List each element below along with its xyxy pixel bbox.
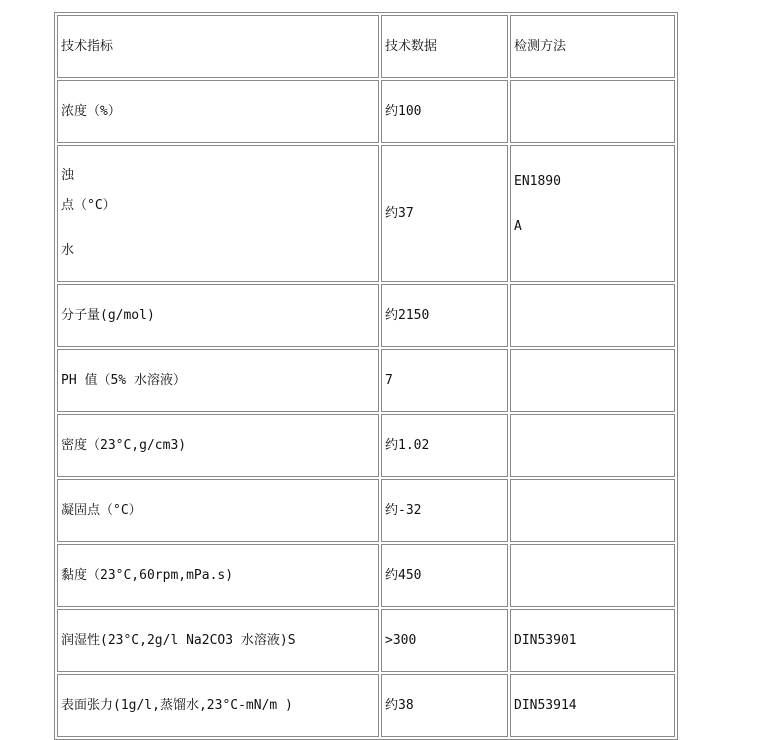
row-name: PH 值（5% 水溶液） xyxy=(57,349,379,412)
row-method xyxy=(510,284,675,347)
row-name: 浓度（%） xyxy=(57,80,379,143)
row-method xyxy=(510,349,675,412)
row-name: 黏度（23°C,60rpm,mPa.s) xyxy=(57,544,379,607)
row-value: 约2150 xyxy=(381,284,508,347)
row-method-line: A xyxy=(514,219,522,234)
row-method xyxy=(510,544,675,607)
row-method: DIN53901 xyxy=(510,609,675,672)
spec-table xyxy=(54,12,678,740)
row-value: 约100 xyxy=(381,80,508,143)
table-row xyxy=(57,414,675,477)
row-name-line: 点（°C） xyxy=(61,198,116,213)
row-name: 表面张力(1g/l,蒸馏水,23°C-mN/m ) xyxy=(57,674,379,737)
row-value: >300 xyxy=(381,609,508,672)
row-value: 约-32 xyxy=(381,479,508,542)
row-name: 凝固点（°C） xyxy=(57,479,379,542)
row-name: 润湿性(23°C,2g/l Na2CO3 水溶液)S xyxy=(57,609,379,672)
table-row xyxy=(57,145,675,282)
table-row xyxy=(57,80,675,143)
table-row xyxy=(57,674,675,737)
row-name-line: 水 xyxy=(61,243,75,258)
row-method: DIN53914 xyxy=(510,674,675,737)
row-name: 密度（23°C,g/cm3) xyxy=(57,414,379,477)
table-row xyxy=(57,544,675,607)
table-row xyxy=(57,284,675,347)
header-cell-data: 技术数据 xyxy=(381,15,508,78)
row-value: 约1.02 xyxy=(381,414,508,477)
row-method xyxy=(510,80,675,143)
row-value: 约38 xyxy=(381,674,508,737)
table-row xyxy=(57,609,675,672)
table-row xyxy=(57,349,675,412)
row-value: 约37 xyxy=(381,145,508,282)
row-name-line: 浊 xyxy=(61,168,75,183)
row-method xyxy=(510,145,675,282)
row-method-line: EN1890 xyxy=(514,174,561,189)
row-method xyxy=(510,414,675,477)
table-row xyxy=(57,479,675,542)
row-name: 分子量(g/mol) xyxy=(57,284,379,347)
table-header-row xyxy=(57,15,675,78)
row-value: 约450 xyxy=(381,544,508,607)
row-name xyxy=(57,145,379,282)
row-method xyxy=(510,479,675,542)
header-cell-indicator: 技术指标 xyxy=(57,15,379,78)
row-value: 7 xyxy=(381,349,508,412)
header-cell-method: 检测方法 xyxy=(510,15,675,78)
